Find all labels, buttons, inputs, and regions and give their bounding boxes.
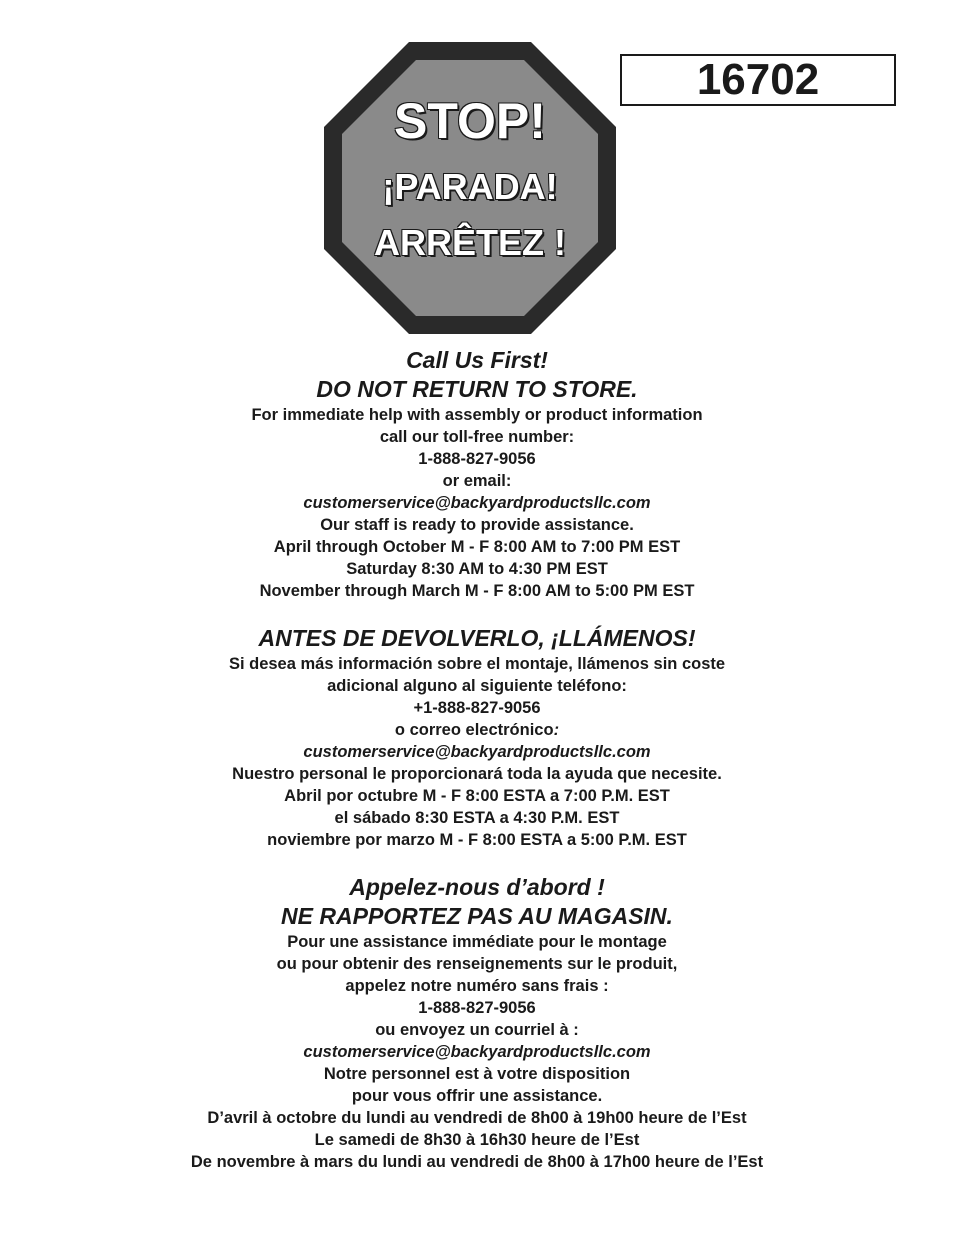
english-heading-call-first: Call Us First!	[406, 347, 548, 373]
french-assistance-line: pour vous offrir une assistance.	[351, 1087, 603, 1105]
stop-title-english: STOP!	[394, 93, 546, 149]
spanish-help-line: Si desea más información sobre el montaje, llámenos sin coste	[228, 655, 726, 673]
english-phone: 1-888-827-9056	[418, 450, 536, 468]
spanish-staff-line: Nuestro personal le proporcionará toda la ayuda que necesite.	[232, 765, 722, 783]
french-heading-do-not-return: NE RAPPORTEZ PAS AU MAGASIN.	[281, 903, 673, 929]
french-hours-summer: D’avril à octobre du lundi au vendredi de 8h00 à 19h00 heure de l’Est	[207, 1109, 747, 1127]
english-email: customerservice@backyardproductsllc.com	[303, 494, 651, 512]
english-help-line: For immediate help with assembly or product information	[251, 406, 703, 424]
french-heading-call-first: Appelez-nous d’abord !	[349, 874, 605, 900]
spanish-heading: ANTES DE DEVOLVERLO, ¡LLÁMENOS!	[258, 625, 696, 651]
english-heading-do-not-return: DO NOT RETURN TO STORE.	[316, 376, 638, 402]
model-number-box	[620, 54, 896, 106]
french-info-line: ou pour obtenir des renseignements sur le produit,	[276, 955, 678, 973]
english-hours-winter: November through March M - F 8:00 AM to 5:00 PM EST	[259, 582, 695, 600]
model-number: 16702	[696, 55, 820, 104]
french-staff-line: Notre personnel est à votre disposition	[323, 1065, 631, 1083]
english-or-email: or email:	[442, 472, 512, 490]
spanish-section	[0, 624, 954, 851]
spanish-or-email-text: o correo electrónico	[394, 721, 554, 739]
french-phone: 1-888-827-9056	[418, 999, 536, 1017]
spanish-phone-line: adicional alguno al siguiente teléfono:	[327, 677, 627, 695]
spanish-or-email-colon: :	[553, 721, 560, 739]
spanish-or-email	[0, 719, 954, 741]
spanish-hours-summer: Abril por octubre M - F 8:00 ESTA a 7:00 P.M. EST	[284, 787, 670, 805]
spanish-hours-winter: noviembre por marzo M - F 8:00 ESTA a 5:00 P.M. EST	[267, 831, 687, 849]
stop-title-french: ARRÊTEZ !	[374, 222, 566, 263]
spanish-hours-saturday: el sábado 8:30 ESTA a 4:30 P.M. EST	[334, 809, 620, 827]
french-or-email: ou envoyez un courriel à :	[375, 1021, 579, 1039]
spanish-phone: +1-888-827-9056	[413, 699, 541, 717]
stop-sign	[324, 42, 616, 334]
french-help-line: Pour une assistance immédiate pour le montage	[287, 933, 667, 951]
spanish-email: customerservice@backyardproductsllc.com	[303, 743, 651, 761]
french-toll-free-line: appelez notre numéro sans frais :	[345, 977, 609, 995]
french-hours-winter: De novembre à mars du lundi au vendredi de 8h00 à 17h00 heure de l’Est	[190, 1153, 764, 1171]
stop-title-spanish: ¡PARADA!	[382, 166, 558, 207]
english-hours-summer: April through October M - F 8:00 AM to 7:00 PM EST	[273, 538, 681, 556]
french-hours-saturday: Le samedi de 8h30 à 16h30 heure de l’Est	[314, 1131, 640, 1149]
english-section	[0, 346, 954, 602]
english-staff-line: Our staff is ready to provide assistance.	[320, 516, 634, 534]
english-toll-free-line: call our toll-free number:	[379, 428, 575, 446]
french-email: customerservice@backyardproductsllc.com	[303, 1043, 651, 1061]
contact-notice	[0, 346, 954, 1195]
french-section	[0, 873, 954, 1173]
english-hours-saturday: Saturday 8:30 AM to 4:30 PM EST	[346, 560, 608, 578]
